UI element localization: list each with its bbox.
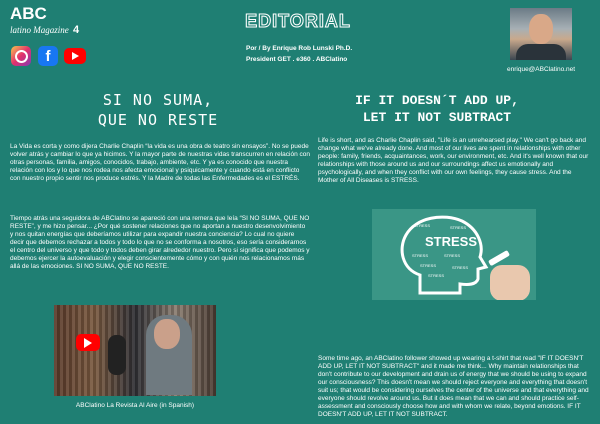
stress-word: STRESS	[452, 265, 469, 270]
stress-main-word: STRESS	[425, 234, 478, 249]
brand-magazine: Magazine	[33, 25, 69, 35]
byline-role: President GET . e360 . ABClatino	[246, 56, 348, 63]
author-email[interactable]: enrique@ABClatino.net	[507, 66, 576, 73]
stress-word: STRESS	[428, 273, 445, 278]
english-paragraph-2: Some time ago, an ABClatino follower showed up wearing a t-shirt that read "IF IT DOESN'T ADD UP, LET IT NOT SUBTRACT" and it made me think... Why maintain relationships that don't contribute to our development and drain us of energy that we should be using to expand our consciousness? This doesn't mean we should reject everyone and everything that doesn't suit us; that would be considering ourselves the center of the universe and that everything and everyone should revolve around us. But it does mean that we can and should practice self-assessment and consciously choose how and with whom we relate, beyond emotions. IF IT DOESN'T ADD UP, LET IT NOT SUBTRACT.	[318, 355, 589, 418]
english-title	[318, 92, 556, 126]
stress-word: STRESS	[414, 223, 431, 228]
spanish-title-line-1: SI NO SUMA,	[102, 91, 214, 109]
stress-word: STRESS	[420, 263, 437, 268]
brand-logo-abc: ABC	[10, 4, 47, 23]
stress-word: STRESS	[450, 225, 467, 230]
author-photo	[510, 8, 572, 60]
page-title: EDITORIAL	[245, 11, 351, 31]
english-title-line-2: LET IT NOT SUBTRACT	[362, 110, 512, 125]
stress-head-drawing	[372, 209, 536, 300]
youtube-icon[interactable]	[64, 48, 86, 64]
facebook-glyph: f	[45, 47, 51, 65]
play-icon[interactable]	[76, 334, 100, 351]
spanish-title	[80, 90, 236, 130]
instagram-icon[interactable]	[11, 46, 31, 66]
facebook-icon[interactable]	[38, 46, 58, 66]
brand-latino: latino	[10, 25, 32, 35]
byline	[246, 43, 352, 65]
stress-word: STRESS	[444, 253, 461, 258]
stress-word: STRESS	[412, 253, 429, 258]
microphone-icon	[108, 335, 126, 375]
byline-author: Por / By Enrique Rob Lunski Ph.D.	[246, 45, 353, 52]
video-caption: ABClatino La Revista Al Aire (in Spanish)	[75, 402, 195, 409]
stress-illustration	[372, 209, 536, 300]
english-title-line-1: IF IT DOESN´T ADD UP,	[355, 93, 519, 108]
spanish-paragraph-2: Tiempo atrás una seguidora de ABClatino se apareció con una remera que leía “SI NO SUMA, QUE NO RESTE”, y me hizo pensar... ¿Por qué sostener relaciones que no aportan a nuestro desenvolvimiento y nos quitan energías que deberíamos utilizar para expandir nuestra conciencia? Lo cual no quiere decir que debemos rechazar a todos y todo lo que no se conforma a nosotros, eso sería considerarnos el centro del universo y que todo y todos deben girar alrededor nuestro. Pero si significa que podemos y debemos ejercer la autoevaluación y elegir conscientemente cómo y con quién nos relacionamos más allá de las emociones. SI NO SUMA, QUE NO RESTE.	[10, 215, 310, 270]
spanish-title-line-2: QUE NO RESTE	[97, 111, 219, 129]
english-paragraph-1: Life is short, and as Charlie Chaplin said, "Life is an unrehearsed play." We can't go back and change what we've already done. And most of our lives are spent in relationships with other people: family, friends, acquaintances, work, our environment, etc. And it's well known that our relationships with those around us and our surroundings affect us emotionally and psychologically, and when they conflict with our own feelings, they cause stress. And the Mother of All Diseases is STRESS.	[318, 137, 589, 184]
brand-issue: 4	[73, 24, 80, 36]
spanish-paragraph-1: La Vida es corta y como dijera Charlie Chaplin “la vida es una obra de teatro sin ensayos”. No se puede volver atrás y cambiar lo que ya hicimos. Y la mayor parte de nuestras vidas transcurren en relación con otras personas, familia, amigos, conocidos, trabajo, ambiente, etc. Y ya es conocido que nuestra relación con los y lo que nos rodea nos afecta emocional y psiquicamente y cuando está en conflicto con nuestro propio sentir nos produce estrés. Y la Madre de todas las Enfermedades es el ESTRÉS.	[10, 143, 310, 182]
brand-logo-subtitle	[10, 24, 79, 36]
